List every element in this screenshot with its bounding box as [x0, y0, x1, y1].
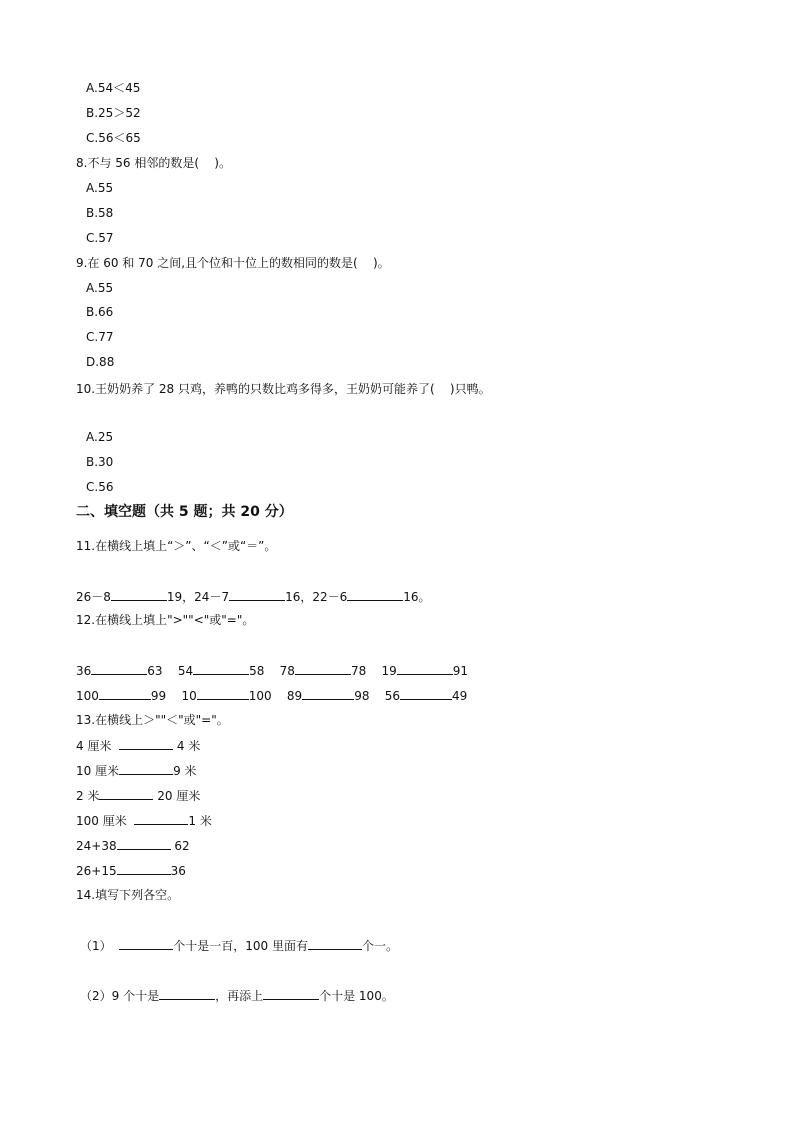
q12-value: 100 [76, 689, 99, 703]
answer-blank[interactable] [119, 762, 173, 775]
q13-left: 26+15 [76, 864, 117, 878]
answer-blank[interactable] [347, 588, 403, 601]
q13-item [76, 737, 200, 754]
q13-stem: 13.在横线上＞""＜"或"="。 [76, 713, 229, 727]
q13-item [76, 862, 186, 879]
q8-option-b: B.58 [86, 206, 114, 220]
answer-blank[interactable] [193, 662, 249, 675]
q13-item [76, 812, 212, 829]
q14-text: 个十是一百，100 里面有 [173, 939, 309, 953]
q13-left: 4 厘米 [76, 739, 112, 753]
q14-line-1 [80, 937, 398, 954]
answer-blank[interactable] [295, 662, 351, 675]
answer-blank[interactable] [229, 588, 285, 601]
q10-option-b: B.30 [86, 455, 114, 469]
answer-blank[interactable] [397, 662, 453, 675]
q11-part: 19，24－7 [166, 590, 230, 604]
q13-left: 2 米 [76, 789, 100, 803]
q11-part: 16。 [403, 590, 431, 604]
q12-value: 91 [452, 664, 469, 678]
q12-value: 78 [350, 664, 367, 678]
answer-blank[interactable] [117, 862, 171, 875]
q13-right: 9 米 [173, 764, 197, 778]
q8-option-a: A.55 [86, 181, 114, 195]
q11-stem: 11.在横线上填上“＞”、“＜”或“＝”。 [76, 539, 277, 553]
q12-value: 19 [381, 664, 397, 678]
q12-value: 89 [286, 689, 303, 703]
section-heading: 二、填空题（共 5 题；共 20 分） [76, 504, 293, 520]
q10-option-c: C.56 [86, 480, 114, 494]
q13-left: 100 厘米 [76, 814, 127, 828]
q13-left: 10 厘米 [76, 764, 120, 778]
q13-item [76, 762, 197, 779]
q13-right: 62 [174, 839, 190, 853]
q12-value: 63 [147, 664, 163, 678]
q7-option-a: A.54＜45 [86, 81, 141, 95]
q14-line-2 [80, 987, 394, 1004]
q12-value: 99 [150, 689, 167, 703]
q11-part: 26－8 [76, 590, 111, 604]
answer-blank[interactable] [119, 937, 173, 950]
answer-blank[interactable] [111, 588, 167, 601]
q14-stem: 14.填写下列各空。 [76, 888, 180, 902]
q9-stem: 9.在 60 和 70 之间,且个位和十位上的数相同的数是( )。 [76, 256, 390, 270]
q14-text: （2）9 个十是 [80, 989, 160, 1003]
q12-value: 10 [181, 689, 197, 703]
answer-blank[interactable] [119, 737, 173, 750]
q12-value: 49 [452, 689, 468, 703]
answer-blank[interactable] [117, 837, 171, 850]
q12-value: 58 [249, 664, 265, 678]
q12-value: 100 [248, 689, 272, 703]
q13-item [76, 837, 190, 854]
q14-text: 个一。 [362, 939, 399, 953]
q13-left: 24+38 [76, 839, 117, 853]
q12-row-1 [76, 662, 468, 679]
q8-option-c: C.57 [86, 231, 114, 245]
q12-value: 36 [76, 664, 92, 678]
q13-item [76, 787, 200, 804]
q13-right: 20 厘米 [157, 789, 201, 803]
answer-blank[interactable] [134, 812, 188, 825]
q11-line [76, 588, 431, 605]
q14-text: 个十是 100。 [319, 989, 394, 1003]
q12-value: 98 [354, 689, 370, 703]
q14-text: ，再添上 [215, 989, 264, 1003]
q9-option-d: D.88 [86, 355, 115, 369]
q10-option-a: A.25 [86, 430, 114, 444]
answer-blank[interactable] [91, 662, 147, 675]
q9-option-c: C.77 [86, 330, 114, 344]
q13-right: 36 [170, 864, 186, 878]
answer-blank[interactable] [99, 687, 151, 700]
q7-option-c: C.56＜65 [86, 131, 141, 145]
q9-option-b: B.66 [86, 305, 114, 319]
q9-option-a: A.55 [86, 281, 114, 295]
q12-value: 78 [279, 664, 295, 678]
answer-blank[interactable] [263, 987, 319, 1000]
q13-right: 4 米 [176, 739, 201, 753]
q7-option-b: B.25＞52 [86, 106, 141, 120]
answer-blank[interactable] [302, 687, 354, 700]
answer-blank[interactable] [197, 687, 249, 700]
q8-stem: 8.不与 56 相邻的数是( )。 [76, 156, 231, 170]
answer-blank[interactable] [99, 787, 153, 800]
answer-blank[interactable] [159, 987, 215, 1000]
q11-part: 16，22－6 [285, 590, 348, 604]
q14-number: （1） [80, 939, 112, 953]
q12-stem: 12.在横线上填上">""<"或"="。 [76, 613, 255, 627]
answer-blank[interactable] [308, 937, 362, 950]
q13-right: 1 米 [188, 814, 212, 828]
q12-row-2 [76, 687, 467, 704]
answer-blank[interactable] [400, 687, 452, 700]
q12-value: 56 [384, 689, 401, 703]
q10-stem: 10.王奶奶养了 28 只鸡，养鸭的只数比鸡多得多，王奶奶可能养了( )只鸭。 [76, 382, 491, 396]
q12-value: 54 [177, 664, 194, 678]
